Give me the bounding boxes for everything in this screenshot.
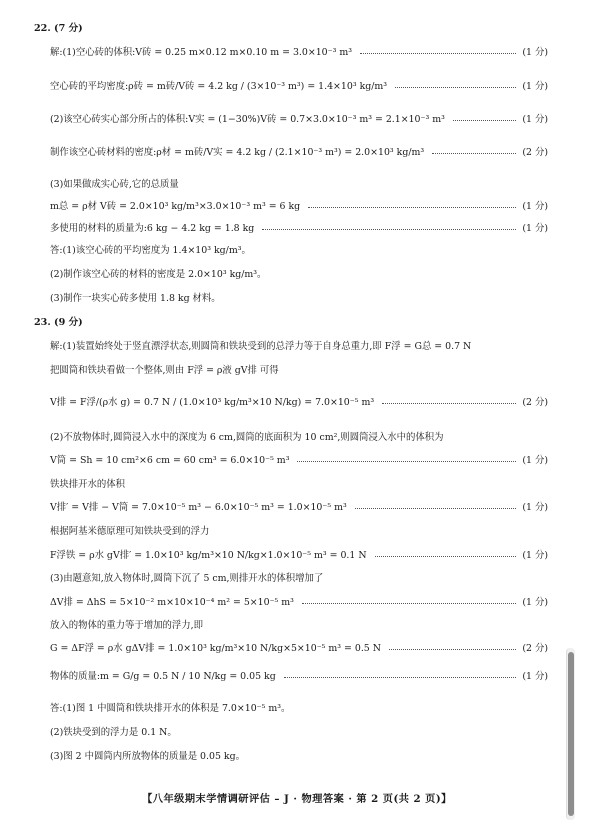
q22-line-4: 制作该空心砖材料的密度:ρ材 = m砖/V实 = 4.2 kg / (2.1×10⁻³ m³) = 2.0×10³ kg/m³ (2 分)	[50, 147, 548, 158]
q23-line-1: 解:(1)装置始终处于竖直漂浮状态,则圆筒和铁块受到的总浮力等于自身总重力,即 F浮 = G总 = 0.7 N	[50, 341, 472, 352]
q23-line-16: (2)铁块受到的浮力是 0.1 N。	[50, 727, 177, 738]
q23-line-14: 物体的质量:m = G/g = 0.5 N / 10 N/kg = 0.05 kg (1 分)	[50, 671, 548, 682]
q23-line-9: F浮铁 = ρ水 gV排′ = 1.0×10³ kg/m³×10 N/kg×1.0×10⁻⁵ m³ = 0.1 N (1 分)	[50, 550, 548, 561]
q22-header: 22. (7 分)	[34, 23, 83, 34]
q23-line-3: V排 = F浮/(ρ水 g) = 0.7 N / (1.0×10³ kg/m³×10 N/kg) = 7.0×10⁻⁵ m³ (2 分)	[50, 397, 548, 408]
q23-line-8: 根据阿基米德原理可知铁块受到的浮力	[50, 526, 210, 537]
q23-line-4: (2)不放物体时,圆筒浸入水中的深度为 6 cm,圆筒的底面积为 10 cm²,则圆筒浸入水中的体积为	[50, 432, 444, 443]
page-footer: 【八年级期末学情调研评估 – J · 物理答案 · 第 2 页(共 2 页)】	[142, 793, 452, 805]
q23-line-13: G = ΔF浮 = ρ水 gΔV排 = 1.0×10³ kg/m³×10 N/kg×5×10⁻⁵ m³ = 0.5 N (2 分)	[50, 643, 548, 654]
q22-line-8: 答:(1)该空心砖的平均密度为 1.4×10³ kg/m³。	[50, 245, 251, 256]
scrollbar-thumb[interactable]	[568, 652, 574, 816]
q23-line-7: V排′ = V排 − V筒 = 7.0×10⁻⁵ m³ − 6.0×10⁻⁵ m³ = 1.0×10⁻⁵ m³ (1 分)	[50, 502, 548, 513]
q23-line-5: V筒 = Sh = 10 cm²×6 cm = 60 cm³ = 6.0×10⁻⁵ m³ (1 分)	[50, 455, 548, 466]
q23-line-11: ΔV排 = ΔhS = 5×10⁻² m×10×10⁻⁴ m² = 5×10⁻⁵ m³ (1 分)	[50, 597, 548, 608]
q23-line-17: (3)图 2 中圆筒内所放物体的质量是 0.05 kg。	[50, 751, 245, 762]
q22-line-3: (2)该空心砖实心部分所占的体积:V实 = (1−30%)V砖 = 0.7×3.0×10⁻³ m³ = 2.1×10⁻³ m³ (1 分)	[50, 114, 548, 125]
q22-line-7: 多使用的材料的质量为:6 kg − 4.2 kg = 1.8 kg (1 分)	[50, 223, 548, 234]
q22-line-1: 解:(1)空心砖的体积:V砖 = 0.25 m×0.12 m×0.10 m = 3.0×10⁻³ m³ (1 分)	[50, 47, 548, 58]
q23-line-6: 铁块排开水的体积	[50, 479, 126, 490]
q22-line-9: (2)制作该空心砖的材料的密度是 2.0×10³ kg/m³。	[50, 269, 267, 280]
q22-line-10: (3)制作一块实心砖多使用 1.8 kg 材料。	[50, 293, 221, 304]
q23-line-2: 把圆筒和铁块看做一个整体,则由 F浮 = ρ液 gV排 可得	[50, 365, 279, 376]
q23-line-10: (3)由题意知,放入物体时,圆筒下沉了 5 cm,则排开水的体积增加了	[50, 573, 324, 584]
q23-header: 23. (9 分)	[34, 317, 83, 328]
q22-line-2: 空心砖的平均密度:ρ砖 = m砖/V砖 = 4.2 kg / (3×10⁻³ m³) = 1.4×10³ kg/m³ (1 分)	[50, 81, 548, 92]
q23-line-12: 放入的物体的重力等于增加的浮力,即	[50, 620, 203, 631]
q22-line-5: (3)如果做成实心砖,它的总质量	[50, 179, 179, 190]
vertical-scrollbar[interactable]	[566, 648, 575, 820]
q22-line-6: m总 = ρ材 V砖 = 2.0×10³ kg/m³×3.0×10⁻³ m³ = 6 kg (1 分)	[50, 201, 548, 212]
q23-line-15: 答:(1)图 1 中圆筒和铁块排开水的体积是 7.0×10⁻⁵ m³。	[50, 703, 291, 714]
